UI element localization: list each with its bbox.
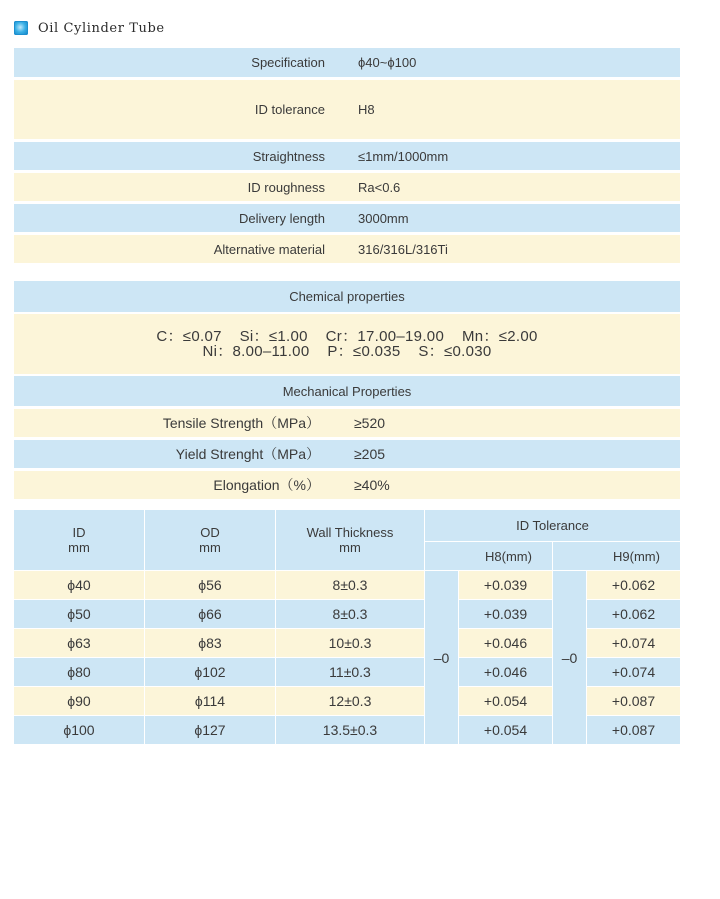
mechanical-heading: Mechanical Properties (14, 376, 680, 406)
mechanical-row-elongation (14, 471, 680, 499)
spec-value: Ra<0.6 (358, 179, 401, 195)
page-title: Oil Cylinder Tube (38, 20, 165, 36)
spec-label: ID tolerance (254, 102, 325, 117)
spec-table (14, 48, 680, 266)
dim-cell-h8: +0.039 (459, 600, 552, 628)
mechanical-row-tensile (14, 409, 680, 437)
spec-value: 316/316L/316Ti (358, 241, 448, 257)
dim-cell-od: ϕ114 (145, 687, 275, 715)
h8-lower-deviation: –0 (425, 571, 458, 744)
dim-cell-od: ϕ102 (145, 658, 275, 686)
dim-cell-od: ϕ83 (145, 629, 275, 657)
header-wall-thickness (276, 510, 424, 570)
h9-lower-deviation: –0 (553, 571, 586, 744)
dim-cell-wall: 8±0.3 (276, 571, 424, 599)
header-id-tolerance: ID Tolerance (425, 510, 680, 541)
dim-cell-od: ϕ56 (145, 571, 275, 599)
dim-cell-wall: 11±0.3 (276, 658, 424, 686)
dim-cell-id: ϕ90 (14, 687, 144, 715)
header-wall-unit: mm (339, 540, 361, 555)
spec-value: 3000mm (358, 210, 409, 226)
header-od (145, 510, 275, 570)
chemical-composition (14, 314, 680, 374)
spec-label: Alternative material (213, 241, 325, 257)
spec-row-delivery-length (14, 204, 680, 232)
spec-row-straightness (14, 142, 680, 170)
mechanical-value: ≥40% (354, 477, 390, 493)
dim-cell-h9: +0.087 (587, 687, 680, 715)
dim-cell-h9: +0.087 (587, 716, 680, 744)
spec-row-specification (14, 48, 680, 77)
header-h9: H9(mm) (553, 542, 680, 570)
mechanical-value: ≥520 (354, 415, 386, 431)
header-id-unit: mm (68, 540, 90, 555)
header-od-unit: mm (199, 540, 221, 555)
dim-cell-id: ϕ50 (14, 600, 144, 628)
spec-row-id-roughness (14, 173, 680, 201)
spec-label: ID roughness (247, 179, 325, 195)
spec-label: Delivery length (239, 210, 325, 226)
header-id (14, 510, 144, 570)
dim-cell-h9: +0.062 (587, 571, 680, 599)
dim-cell-h8: +0.046 (459, 658, 552, 686)
spec-value: ϕ40~ϕ100 (358, 55, 417, 70)
dim-cell-wall: 13.5±0.3 (276, 716, 424, 744)
chemical-heading: Chemical properties (14, 281, 680, 312)
dim-cell-h8: +0.039 (459, 571, 552, 599)
dim-cell-od: ϕ66 (145, 600, 275, 628)
dim-cell-wall: 10±0.3 (276, 629, 424, 657)
dim-cell-h8: +0.046 (459, 629, 552, 657)
dimension-table (14, 510, 680, 744)
chemical-line-1: C：≤0.07 Si：≤1.00 Cr：17.00–19.00 Mn：≤2.00 (156, 328, 538, 345)
dim-cell-h8: +0.054 (459, 687, 552, 715)
dim-cell-h8: +0.054 (459, 716, 552, 744)
mechanical-label: Tensile Strength（MPa） (162, 415, 320, 431)
properties-block (14, 281, 680, 499)
mechanical-value: ≥205 (354, 446, 386, 462)
dim-cell-wall: 12±0.3 (276, 687, 424, 715)
spec-label: Straightness (252, 148, 325, 164)
header-h8: H8(mm) (425, 542, 552, 570)
dim-cell-wall: 8±0.3 (276, 600, 424, 628)
mechanical-label: Elongation（%） (213, 477, 320, 493)
spec-value: H8 (358, 102, 375, 117)
header-id-label: ID (72, 525, 86, 540)
dim-cell-od: ϕ127 (145, 716, 275, 744)
dim-cell-id: ϕ100 (14, 716, 144, 744)
spec-row-id-tolerance (14, 80, 680, 139)
dim-cell-id: ϕ40 (14, 571, 144, 599)
dim-cell-id: ϕ63 (14, 629, 144, 657)
header-wall-label: Wall Thickness (306, 525, 394, 540)
dim-cell-id: ϕ80 (14, 658, 144, 686)
section-title (14, 18, 165, 38)
mechanical-label: Yield Strenght（MPa） (175, 446, 320, 462)
header-od-label: OD (200, 525, 220, 540)
chemical-line-2: Ni：8.00–11.00 P：≤0.035 S：≤0.030 (202, 343, 492, 360)
dim-cell-h9: +0.062 (587, 600, 680, 628)
dim-cell-h9: +0.074 (587, 658, 680, 686)
square-bullet-icon (14, 21, 28, 35)
dim-cell-h9: +0.074 (587, 629, 680, 657)
mechanical-row-yield (14, 440, 680, 468)
spec-value: ≤1mm/1000mm (358, 148, 449, 164)
spec-row-alternative-material (14, 235, 680, 263)
spec-label: Specification (251, 55, 325, 70)
